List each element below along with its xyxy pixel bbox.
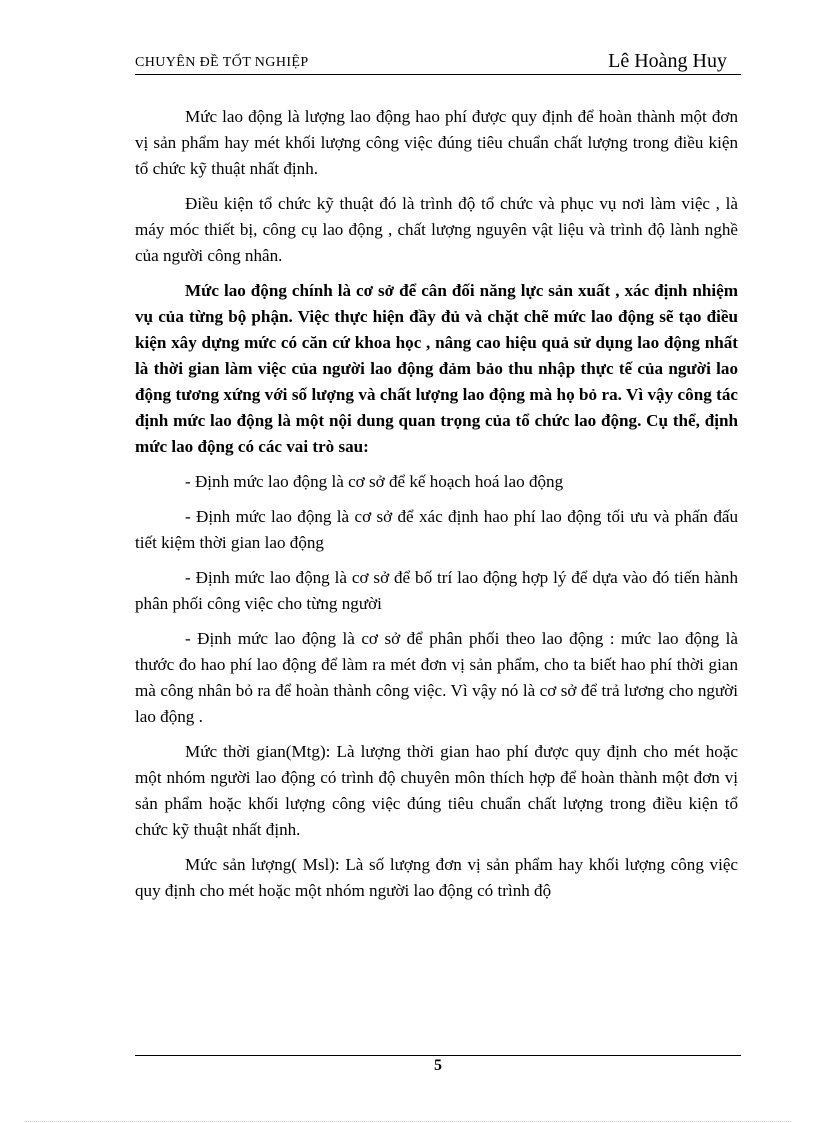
- list-item-labor-planning: - Định mức lao động là cơ sở để kế hoạch hoá lao động: [185, 472, 564, 491]
- page-header: [135, 50, 741, 75]
- list-item-optimal-cost: - Định mức lao động là cơ sở để xác định hao phí lao động tối ưu và phấn đấu tiết kiệm thời gian lao động: [135, 507, 738, 552]
- list-item-distribution-by-labor: - Định mức lao động là cơ sở để phân phối theo lao động : mức lao động là thước đo hao phí lao động để làm ra mét đơn vị sản phẩm, cho ta biết hao phí thời gian mà công nhân bỏ ra để hoàn thành công việc. Vì vậy nó là cơ sở để trả lương cho người lao động .: [135, 629, 738, 726]
- author-name: Lê Hoàng Huy: [608, 50, 727, 72]
- list-item-labor-allocation: - Định mức lao động là cơ sở để bố trí lao động hợp lý để dựa vào đó tiến hành phân phối công việc cho từng người: [135, 568, 738, 613]
- document-body: [135, 104, 738, 913]
- paragraph-output-norm: Mức sản lượng( Msl): Là số lượng đơn vị sản phẩm hay khối lượng công việc quy định cho mét hoặc một nhóm người lao động có trình độ: [135, 855, 738, 900]
- paragraph-technical-conditions: Điều kiện tổ chức kỹ thuật đó là trình độ tổ chức và phục vụ nơi làm việc , là máy móc thiết bị, công cụ lao động , chất lượng nguyên vật liệu và trình độ lành nghề của người công nhân.: [135, 194, 738, 265]
- paragraph-labor-norm-definition: Mức lao động là lượng lao động hao phí được quy định để hoàn thành một đơn vị sản phẩm hay mét khối lượng công việc đúng tiêu chuẩn chất lượng trong điều kiện tổ chức kỹ thuật nhất định.: [135, 107, 738, 178]
- paragraph-time-norm: Mức thời gian(Mtg): Là lượng thời gian hao phí được quy định cho mét hoặc một nhóm người lao động có trình độ chuyên môn thích hợp để hoàn thành một đơn vị sản phẩm hoặc khối lượng công việc đúng tiêu chuẩn chất lượng trong điều kiện tổ chức kỹ thuật nhất định.: [135, 742, 738, 839]
- footer-divider: [135, 1055, 741, 1056]
- page-bottom-edge: [25, 1121, 791, 1122]
- document-title: CHUYÊN ĐỀ TỐT NGHIỆP: [135, 55, 309, 70]
- page-number: 5: [434, 1057, 442, 1074]
- paragraph-role-of-labor-norm: Mức lao động chính là cơ sở để cân đối năng lực sản xuất , xác định nhiệm vụ của từng bộ phận. Việc thực hiện đầy đủ và chặt chẽ mức lao động sẽ tạo điều kiện xây dựng mức có căn cứ khoa học , nâng cao hiệu quả sử dụng lao động nhất là thời gian làm việc của người lao động đảm bảo thu nhập thực tế của người lao động tương xứng với số lượng và chất lượng lao động mà họ bỏ ra. Vì vậy công tác định mức lao động là một nội dung quan trọng của tổ chức lao động. Cụ thể, định mức lao động có các vai trò sau:: [135, 281, 738, 456]
